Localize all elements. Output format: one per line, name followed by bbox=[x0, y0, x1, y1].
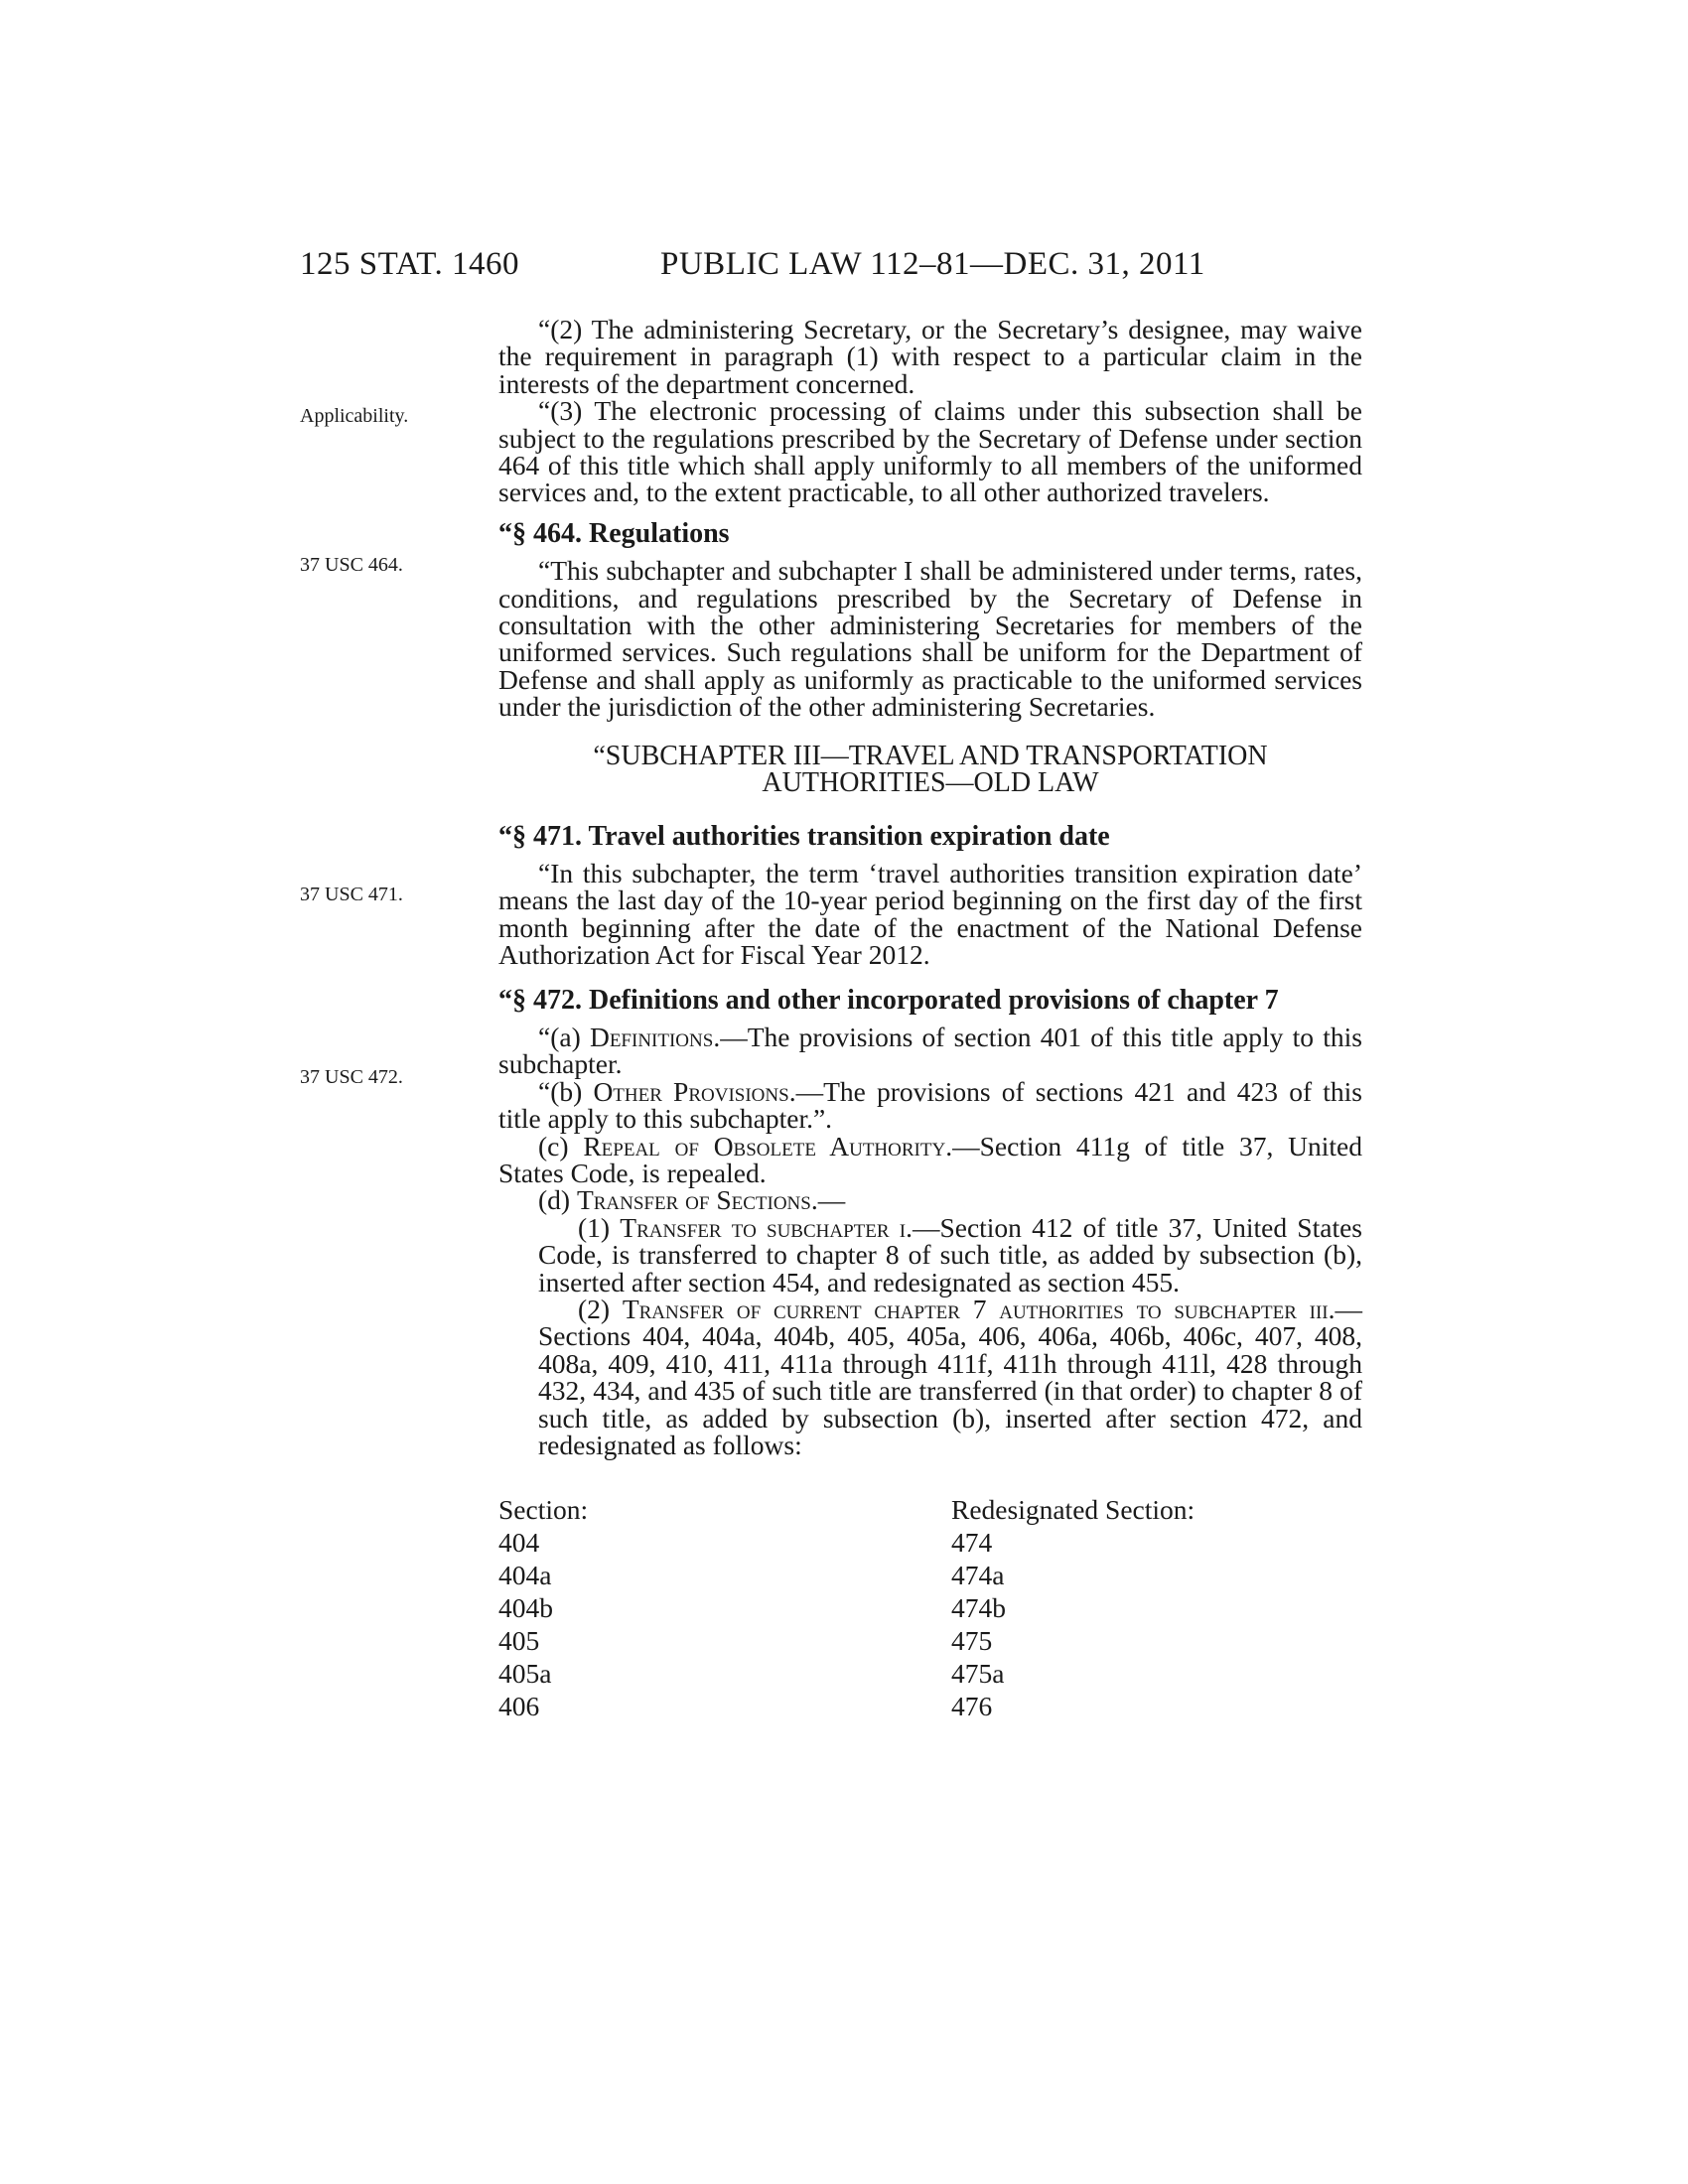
subsection-b-label: Other Provisions bbox=[593, 1075, 789, 1107]
page-stat-citation: 125 STAT. 1460 bbox=[300, 246, 520, 282]
section-471-heading: “§ 471. Travel authorities transition expiration date bbox=[498, 820, 1110, 852]
cell-redesignated-section: 474b bbox=[951, 1592, 1006, 1624]
subchapter-heading-line-2: AUTHORITIES—OLD LAW bbox=[762, 767, 1099, 799]
subchapter-iii-heading bbox=[498, 740, 1362, 799]
cell-section: 406 bbox=[498, 1691, 540, 1722]
paragraph-d1-label: Transfer to subchapter i bbox=[620, 1211, 907, 1243]
subsection-c: (c) Repeal of Obsolete Authority.—Section 411g of title 37, United States Code, is repealed. bbox=[498, 1130, 1362, 1188]
table-row bbox=[498, 1562, 1195, 1594]
cell-redesignated-section: 474a bbox=[951, 1560, 1005, 1591]
cell-section: 404a bbox=[498, 1560, 552, 1591]
column-header-section: Section: bbox=[498, 1494, 589, 1526]
subsection-c-label: Repeal of Obsolete Authority bbox=[583, 1130, 946, 1161]
subsection-a-label: Definitions bbox=[589, 1021, 714, 1052]
margin-note-usc464: 37 USC 464. bbox=[300, 554, 403, 576]
margin-note-usc472: 37 USC 472. bbox=[300, 1066, 403, 1088]
section-464-body: “This subchapter and subchapter I shall be administered under terms, rates, conditions, and regulations prescribed by the Secretary of Defense in consultation with the other administering Secretaries for members of the uniformed services. Such regulations shall be uniform for the Department of Defense and shall apply as uniformly as practicable to the uniformed services under the jurisdiction of the other administering Secretaries. bbox=[498, 555, 1362, 723]
paragraph-2: “(2) The administering Secretary, or the Secretary’s designee, may waive the requirement in paragraph (1) with respect to a particular claim in the interests of the department concerned. bbox=[498, 314, 1362, 399]
page-running-header: PUBLIC LAW 112–81—DEC. 31, 2011 bbox=[660, 246, 1205, 282]
document-body bbox=[498, 316, 1362, 1725]
cell-redesignated-section: 475a bbox=[951, 1658, 1005, 1690]
section-464-heading: “§ 464. Regulations bbox=[498, 517, 730, 549]
margin-note-usc471: 37 USC 471. bbox=[300, 884, 403, 905]
cell-redesignated-section: 474 bbox=[951, 1527, 993, 1559]
cell-redesignated-section: 476 bbox=[951, 1691, 993, 1722]
cell-section: 405 bbox=[498, 1625, 540, 1657]
section-472-heading: “§ 472. Definitions and other incorporated provisions of chapter 7 bbox=[498, 984, 1279, 1016]
subchapter-heading-line-1: “SUBCHAPTER III—TRAVEL AND TRANSPORTATION bbox=[593, 740, 1268, 771]
subsection-a: “(a) Definitions.—The provisions of section 401 of this title apply to this subchapter. bbox=[498, 1021, 1363, 1080]
cell-section: 404 bbox=[498, 1527, 540, 1559]
paragraph-d2: (2) Transfer of current chapter 7 authorities to subchapter iii.—Sections 404, 404a, 404b, 405, 405a, 406, 406a, 406b, 406c, 407, 408, 408a, 409, 410, 411, 411a through 411f, 411h through 411l, 428 through 432, 434, and 435 of such title are transferred (in that order) to chapter 8 of such title, as added by subsection (b), inserted after section 472, and redesignated as follows: bbox=[538, 1294, 1362, 1461]
table-row bbox=[498, 1693, 1195, 1725]
table-header-row bbox=[498, 1496, 1195, 1529]
cell-section: 404b bbox=[498, 1592, 553, 1624]
paragraph-d2-label: Transfer of current chapter 7 authorities to subchapter iii bbox=[622, 1294, 1329, 1324]
subsection-d-label: Transfer of Sections bbox=[576, 1184, 811, 1216]
table-row bbox=[498, 1529, 1195, 1562]
cell-section: 405a bbox=[498, 1658, 552, 1690]
paragraph-d1: (1) Transfer to subchapter i.—Section 412 of title 37, United States Code, is transferred to chapter 8 of such title, as added by subsection (b), inserted after section 454, and redesignated as section 455. bbox=[538, 1211, 1362, 1297]
table-row bbox=[498, 1594, 1195, 1627]
redesignation-table bbox=[498, 1496, 1195, 1725]
column-header-redesignated: Redesignated Section: bbox=[951, 1494, 1196, 1526]
table-row bbox=[498, 1660, 1195, 1693]
section-471-body: “In this subchapter, the term ‘travel authorities transition expiration date’ means the last day of the 10-year period beginning on the first day of the first month beginning after the date of the enactment of the National Defense Authorization Act for Fiscal Year 2012. bbox=[498, 857, 1362, 971]
paragraph-3: “(3) The electronic processing of claims under this subsection shall be subject to the regulations prescribed by the Secretary of Defense under section 464 of this title which shall apply uniformly to all members of the uniformed services and, to the extent practicable, to all other authorized travelers. bbox=[498, 395, 1362, 508]
subsection-b: “(b) Other Provisions.—The provisions of sections 421 and 423 of this title apply to this subchapter.”. bbox=[498, 1075, 1362, 1135]
table-row bbox=[498, 1627, 1195, 1660]
margin-note-applicability: Applicability. bbox=[300, 405, 409, 427]
cell-redesignated-section: 475 bbox=[951, 1625, 993, 1657]
subsection-d: (d) Transfer of Sections.— bbox=[538, 1184, 846, 1216]
